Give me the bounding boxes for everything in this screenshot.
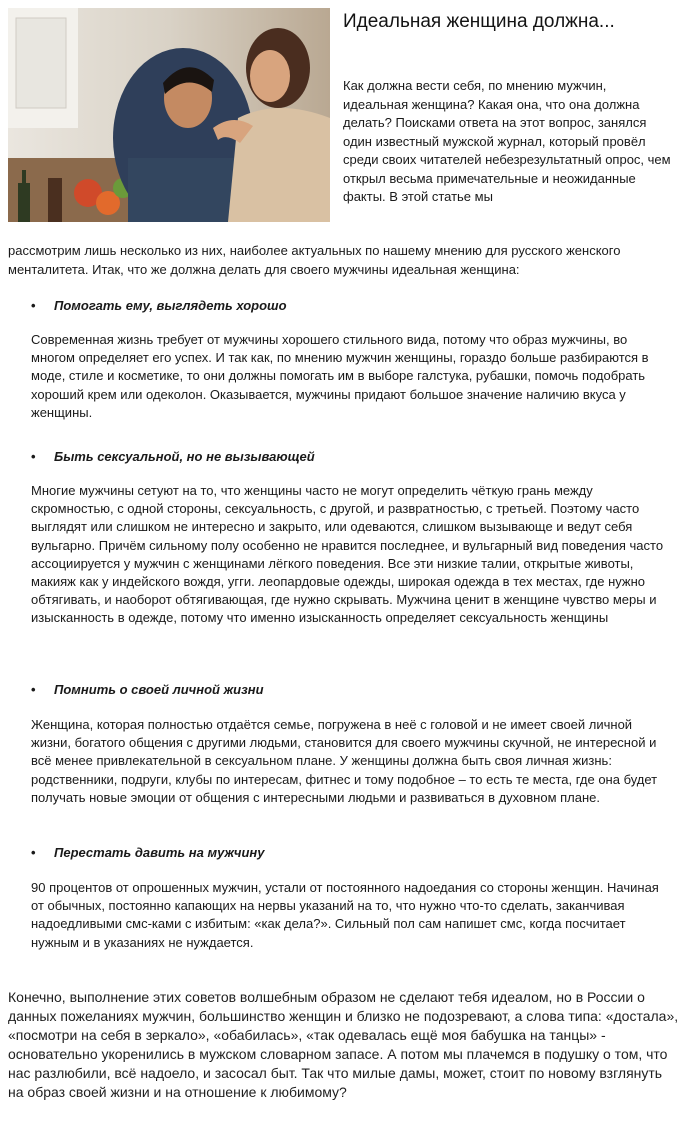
section-heading-2 (31, 448, 315, 466)
bullet-icon: • (31, 449, 36, 464)
kitchen-couple-illustration (8, 8, 330, 222)
article-title: Идеальная женщина должна... (343, 11, 615, 32)
section-heading-4 (31, 844, 264, 862)
section-text-2: Многие мужчины сетуют на то, что женщины часто не могут определить чёткую грань между скромностью, с одной стороны, сексуальность, с другой, и развратностью, с третьей. Поэтому часто выглядят или слишком не интересно и закрыто, или одеваются, слишком вызывающе и ведут себя вульгарно. Причём сильному полу особенно не нравится последнее, и вульгарный вид поведения часто ассоциируется у мужчин с женщинами лёгкого поведения. Все эти низкие талии, открытые животы, макияж как у индейского вождя, угги. леопардовые одежды, широкая одежда в тех местах, где нужно обтягивать, и наоборот обтягивающая, где нужно скрывать. Мужчина ценит в женщине чувство меры и изысканность в одежде, потому что именно изысканность определяет сексуальность женщины (31, 483, 664, 626)
bullet-icon: • (31, 845, 36, 860)
section-heading-text: Помнить о своей личной жизни (54, 682, 264, 697)
section-heading-text: Перестать давить на мужчину (54, 845, 265, 860)
intro-paragraph-continued: рассмотрим лишь несколько из них, наиболее актуальных по нашему мнению для русского женского менталитета. Итак, что же должна делать для своего мужчины идеальная женщина: (8, 243, 621, 277)
section-text-3: Женщина, которая полностью отдаётся семье, погружена в неё с головой и не имеет своей личной жизни, богатого общения с другими людьми, становится для своего мужчины скучной, не интересной и всё менее привлекательной в сексуальном плане. У женщины должна быть своя личная жизнь: родственники, подруги, клубы по интересам, фитнес и тому подобное – то есть те места, где она будет получать новые эмоции от общения с интересными людьми и развиваться в духовном плане. (31, 717, 658, 805)
section-text-4: 90 процентов от опрошенных мужчин, устали от постоянного надоедания со стороны женщин. Начиная от обычных, постоянно капающих на нервы указаний на то, что нужно что-то сделать, заканчивая надоедливыми смс-ками с избитым: «как дела?». Сильный пол сам напишет смс, когда посчитает нужным и в указаниях не нуждается. (31, 880, 659, 950)
bullet-icon: • (31, 682, 36, 697)
conclusion-paragraph: Конечно, выполнение этих советов волшебным образом не сделают тебя идеалом, но в России о данных пожеланиях мужчин, большинство женщин и близко не подозревают, а слова типа: «достала», «посмотри на себя в зеркало», «обабилась», «так одевалась ещё моя бабушка на танцы» - основательно укоренились в мужском словарном запасе. А потом мы плачемся в подушку о том, что нас разлюбили, всё надоело, и засосал быт. Так что милые дамы, может, стоит по новому взглянуть на образ своей жизни и на отношение к любимому? (8, 989, 679, 1100)
section-heading-text: Быть сексуальной, но не вызывающей (54, 449, 315, 464)
section-heading-3 (31, 681, 264, 699)
bullet-icon: • (31, 298, 36, 313)
section-heading-1 (31, 297, 287, 315)
couple-photo (8, 8, 330, 222)
section-text-1: Современная жизнь требует от мужчины хорошего стильного вида, потому что образ мужчины, во многом определяет его успех. И так как, по мнению мужчин женщины, гораздо больше разбираются в моде, стиле и косметике, то они должны помогать им в выборе галстука, рубашки, помочь подобрать хороший крем или одеколон. Оказывается, мужчины придают большое значение наличию вкуса у женщины. (31, 332, 649, 420)
section-heading-text: Помогать ему, выглядеть хорошо (54, 298, 287, 313)
intro-paragraph-side: Как должна вести себя, по мнению мужчин, идеальная женщина? Какая она, что она должна делать? Поисками ответа на этот вопрос, занялся один известный мужской журнал, который провёл среди своих читателей небезрезультатный опрос, чем открыл весьма примечательные и неожиданные факты. В этой статье мы (343, 78, 671, 204)
